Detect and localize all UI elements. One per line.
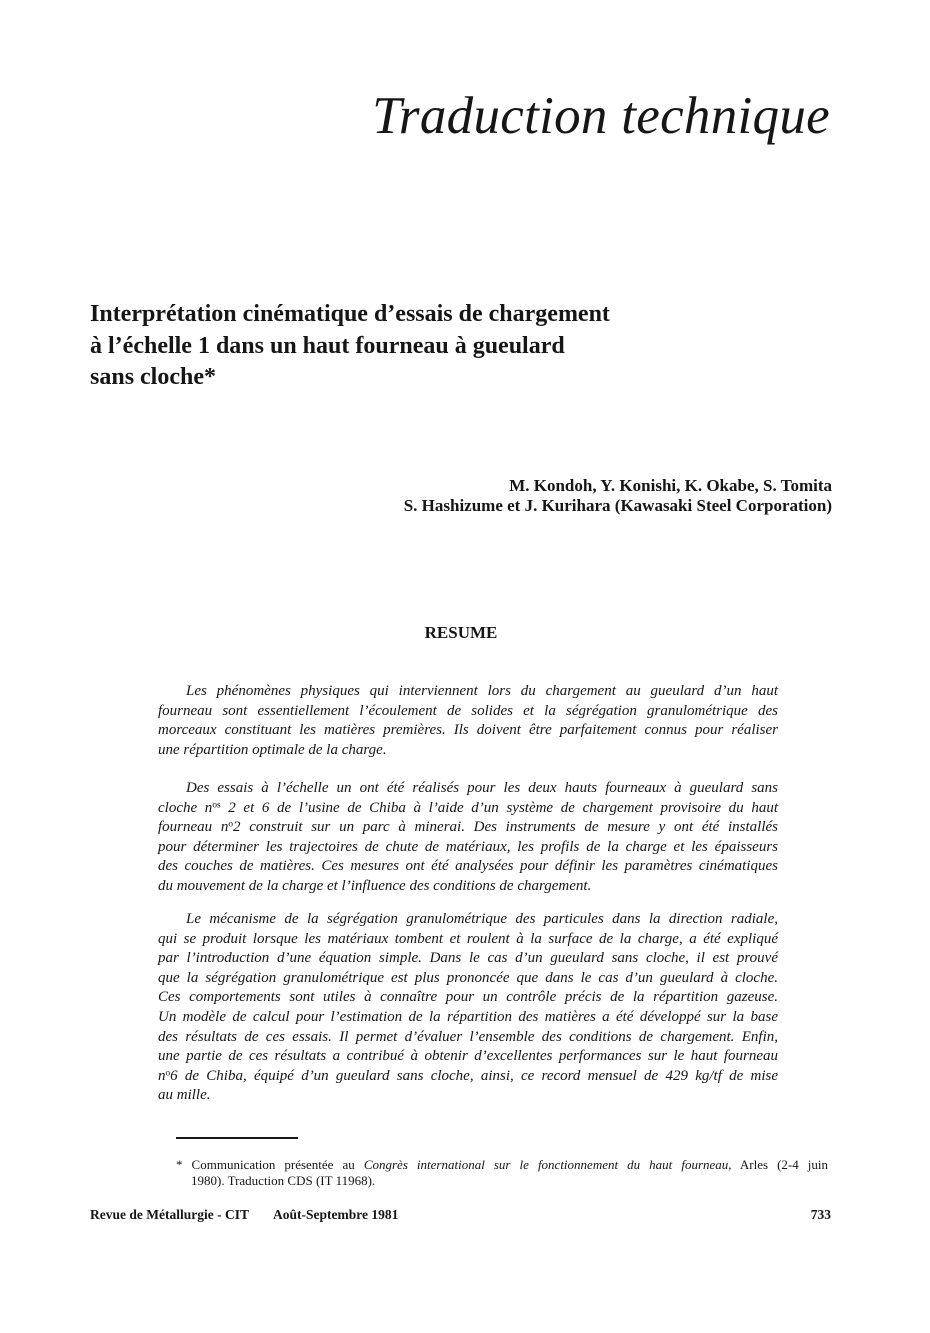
author-list xyxy=(404,476,832,515)
abstract-paragraph-2 xyxy=(158,779,778,897)
conference-name: Congrès international sur le fonctionnement du haut fourneau xyxy=(363,1157,729,1172)
text-line: une partie de ces résultats a contribué à obtenir d’excellentes performances sur le haut fourneau xyxy=(158,1048,778,1065)
text-line: une répartition optimale de la charge. xyxy=(158,741,387,758)
text-line: Des essais à l’échelle un ont été réalisés pour les deux hauts fourneaux à gueulard sans xyxy=(186,780,778,796)
footnote-text: , Arles (2-4 juin xyxy=(728,1157,828,1172)
abstract-paragraph-1 xyxy=(158,682,778,760)
abstract-heading: RESUME xyxy=(424,623,498,642)
text-line: Les phénomènes physiques qui interviennent lors du chargement au gueulard d’un haut xyxy=(186,683,778,699)
text-line: morceaux constituant les matières premières. Ils doivent être parfaitement connus pour réaliser xyxy=(158,722,778,739)
article-title xyxy=(90,299,610,394)
text-line xyxy=(158,799,778,819)
page-number: 733 xyxy=(810,1207,831,1222)
text-segment: 2 construit sur un parc à minerai. Des instruments de mesure y ont été installés xyxy=(233,819,778,836)
text-line: qui se produit lorsque les matériaux tombent et roulent à la surface de la charge, a été expliqué xyxy=(158,930,778,947)
text-segment: n xyxy=(158,1067,166,1084)
footnote xyxy=(176,1157,828,1189)
text-line: fourneau sont essentiellement l’écoulement de solides et la ségrégation granulométrique des xyxy=(158,702,778,719)
text-segment: 2 et 6 de l’usine de Chiba à l’aide d’un système de chargement provisoire du haut xyxy=(220,799,779,816)
footnote-line: 1980). Traduction CDS (IT 11968). xyxy=(191,1173,376,1188)
text-line xyxy=(158,1067,778,1087)
text-line: par l’introduction d’une équation simple. Dans le cas d’un gueulard sans cloche, il est prouvé xyxy=(158,950,778,967)
text-segment: 6 de Chiba, équipé d’un gueulard sans cloche, ainsi, ce record mensuel de 429 kg/tf de mise xyxy=(170,1067,778,1084)
footnote-divider xyxy=(176,1137,298,1139)
article-title-line: à l’échelle 1 dans un haut fourneau à gueulard xyxy=(90,332,565,359)
article-title-line: Interprétation cinématique d’essais de chargement xyxy=(90,301,610,327)
text-line: du mouvement de la charge et l’influence des conditions de chargement. xyxy=(158,877,592,894)
footnote-text: * Communication présentée au xyxy=(176,1157,364,1172)
text-line xyxy=(158,818,778,838)
text-line: des résultats de ces essais. Il permet d’évaluer l’ensemble des conditions de chargement. Enfin, xyxy=(158,1028,778,1045)
text-line: que la ségrégation granulométrique est plus prononcée que dans le cas d’un gueulard à cloche. xyxy=(158,969,778,986)
text-line: Ces comportements sont utiles à connaître pour un contrôle précis de la répartition gazeuse. xyxy=(158,989,778,1006)
text-segment: cloche n xyxy=(158,799,213,816)
section-title: Traduction technique xyxy=(372,87,830,145)
text-segment: fourneau n xyxy=(158,819,229,836)
issue-date: Août-Septembre 1981 xyxy=(273,1207,399,1222)
superscript-abbreviation: o xyxy=(165,1068,171,1079)
author-line: M. Kondoh, Y. Konishi, K. Okabe, S. Tomita xyxy=(509,476,832,495)
text-line: Le mécanisme de la ségrégation granulométrique des particules dans la direction radiale, xyxy=(186,911,778,927)
abstract-paragraph-3 xyxy=(158,910,778,1106)
article-title-line: sans cloche* xyxy=(90,364,216,390)
superscript-abbreviation: o xyxy=(228,819,234,830)
journal-name: Revue de Métallurgie - CIT xyxy=(90,1207,249,1222)
text-line: des couches de matières. Ces mesures ont été analysées pour définir les paramètres cinématiques xyxy=(158,858,778,875)
text-line: pour déterminer les trajectoires de chute de matériaux, les profils de la charge et les épaisseurs xyxy=(158,838,778,855)
text-line: au mille. xyxy=(158,1087,211,1104)
footnote-line xyxy=(176,1157,828,1173)
superscript-abbreviation: os xyxy=(212,799,221,810)
author-line: S. Hashizume et J. Kurihara (Kawasaki Steel Corporation) xyxy=(403,495,832,515)
text-line: Un modèle de calcul pour l’estimation de la répartition des matières a été développé sur la base xyxy=(158,1008,778,1025)
